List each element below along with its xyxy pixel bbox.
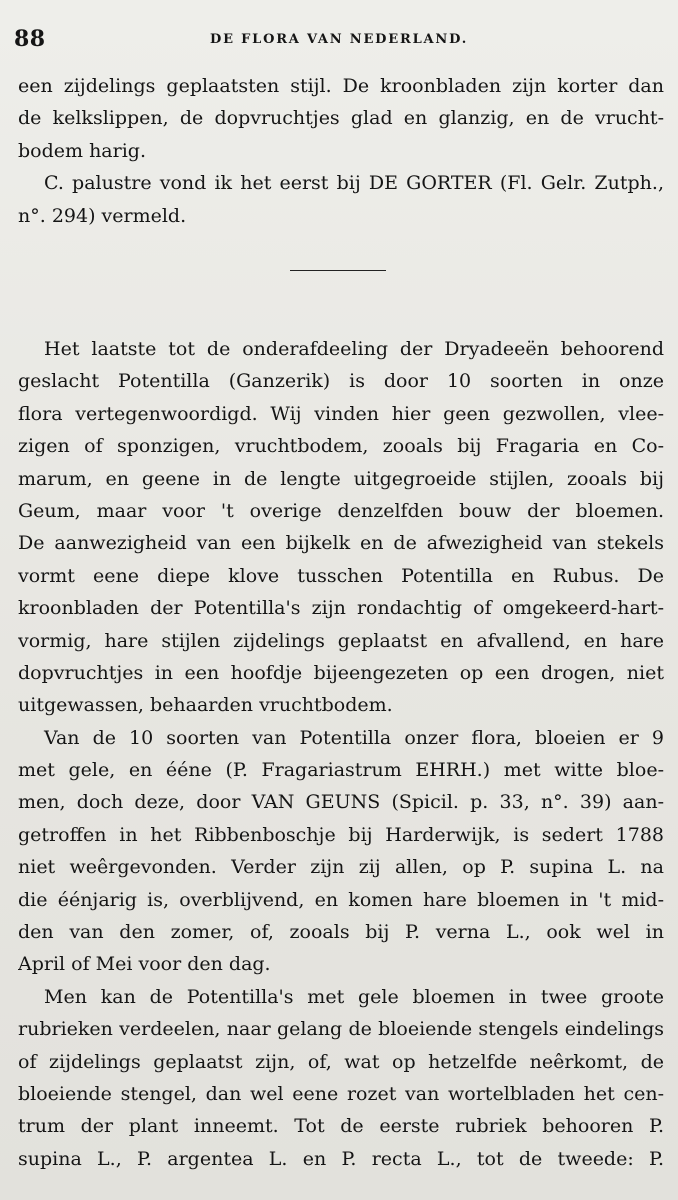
running-title: DE FLORA VAN NEDERLAND. bbox=[210, 32, 469, 47]
text-line: trum der plant inneemt. Tot de eerste rubriek behooren P. bbox=[18, 1115, 664, 1138]
running-head bbox=[14, 26, 664, 50]
page-number: 88 bbox=[14, 26, 46, 52]
text-line: kroonbladen der Potentilla's zijn rondachtig of omgekeerd-hart- bbox=[18, 597, 664, 620]
text-line: Geum, maar voor 't overige denzelfden bouw der bloemen. bbox=[18, 499, 664, 522]
text-line: niet weêrgevonden. Verder zijn zij allen, op P. supina L. na bbox=[18, 856, 664, 879]
text-line: n°. 294) vermeld. bbox=[18, 204, 187, 227]
text-line: C. palustre vond ik het eerst bij DE GORTER (Fl. Gelr. Zutph., bbox=[44, 172, 664, 195]
text-line: geslacht Potentilla (Ganzerik) is door 10 soorten in onze bbox=[18, 370, 664, 393]
text-line: dopvruchtjes in een hoofdje bijeengezeten op een drogen, niet bbox=[18, 661, 664, 684]
text-line: marum, en geene in de lengte uitgegroeide stijlen, zooals bij bbox=[18, 467, 664, 490]
text-line: vormig, hare stijlen zijdelings geplaatst en afvallend, en hare bbox=[18, 629, 664, 652]
text-line: vormt eene diepe klove tusschen Potentilla en Rubus. De bbox=[18, 564, 664, 587]
text-line: supina L., P. argentea L. en P. recta L., tot de tweede: P. bbox=[18, 1147, 664, 1170]
paragraph-block-2 bbox=[18, 333, 664, 1175]
section-divider bbox=[290, 270, 386, 271]
text-line: Van de 10 soorten van Potentilla onzer flora, bloeien er 9 bbox=[44, 726, 664, 749]
text-line: Men kan de Potentilla's met gele bloemen in twee groote bbox=[44, 985, 664, 1008]
text-line: uitgewassen, behaarden vruchtbodem. bbox=[18, 694, 393, 717]
text-line: bloeiende stengel, dan wel eene rozet van wortelbladen het cen- bbox=[18, 1082, 664, 1105]
text-line: die éénjarig is, overblijvend, en komen hare bloemen in 't mid- bbox=[18, 888, 664, 911]
text-line: bodem harig. bbox=[18, 139, 146, 162]
text-line: zigen of sponzigen, vruchtbodem, zooals bij Fragaria en Co- bbox=[18, 435, 664, 458]
text-line: getroffen in het Ribbenboschje bij Harderwijk, is sedert 1788 bbox=[18, 823, 664, 846]
text-line: den van den zomer, of, zooals bij P. verna L., ook wel in bbox=[18, 921, 664, 944]
text-line: flora vertegenwoordigd. Wij vinden hier geen gezwollen, vlee- bbox=[18, 402, 664, 425]
text-line: men, doch deze, door VAN GEUNS (Spicil. p. 33, n°. 39) aan- bbox=[18, 791, 664, 814]
text-line: of zijdelings geplaatst zijn, of, wat op hetzelfde neêrkomt, de bbox=[18, 1050, 664, 1073]
text-line: rubrieken verdeelen, naar gelang de bloeiende stengels eindelings bbox=[18, 1018, 664, 1041]
text-line: met gele, en ééne (P. Fragariastrum EHRH.) met witte bloe- bbox=[18, 759, 664, 782]
text-line: de kelkslippen, de dopvruchtjes glad en glanzig, en de vrucht- bbox=[18, 107, 664, 130]
text-line: een zijdelings geplaatsten stijl. De kroonbladen zijn korter dan bbox=[18, 75, 664, 97]
paragraph-block-1 bbox=[18, 70, 664, 232]
text-line: April of Mei voor den dag. bbox=[18, 953, 271, 976]
text-line: De aanwezigheid van een bijkelk en de afwezigheid van stekels bbox=[18, 532, 664, 555]
text-line: Het laatste tot de onderafdeeling der Dryadeeën behoorend bbox=[44, 338, 664, 360]
